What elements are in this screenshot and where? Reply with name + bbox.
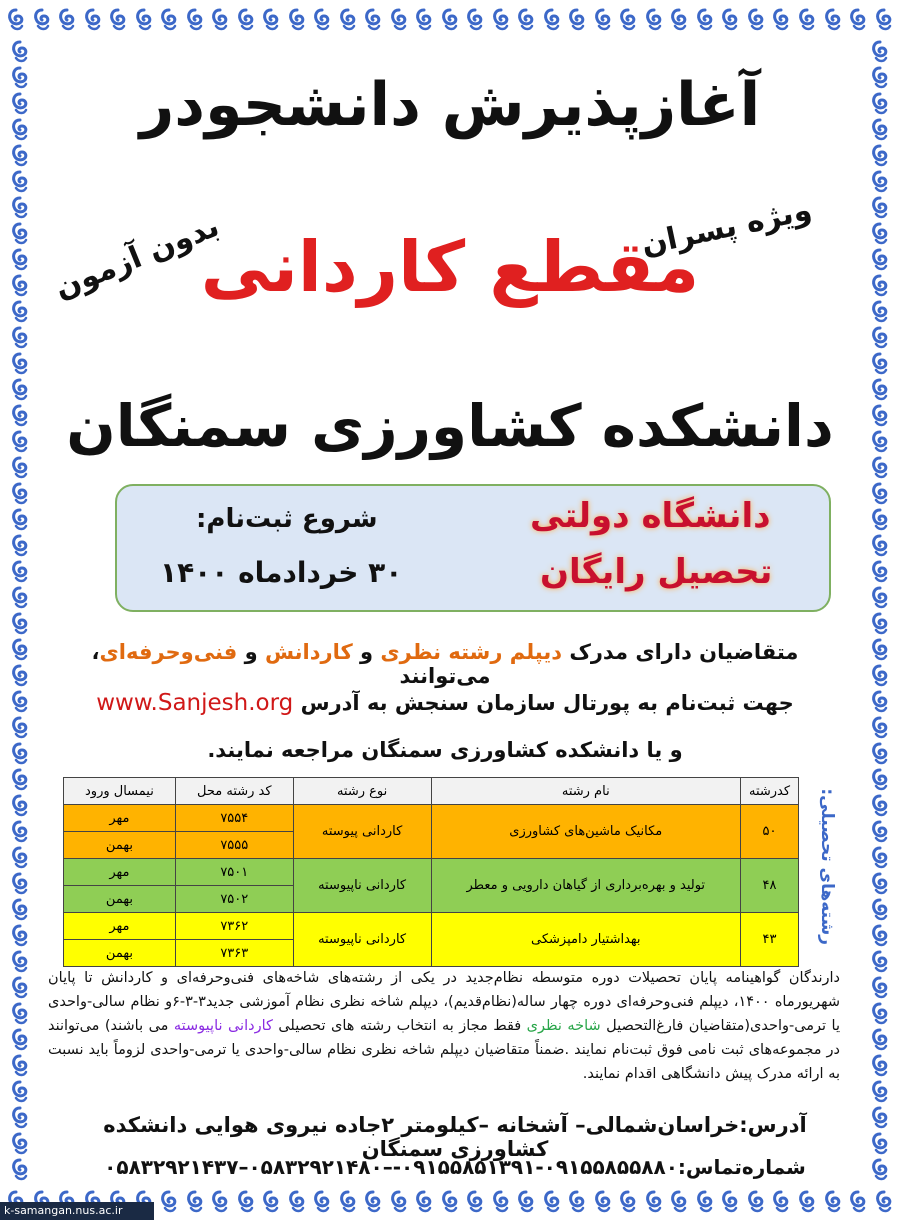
border-ornament-icon	[593, 1190, 613, 1214]
border-ornament-icon	[567, 8, 587, 32]
border-ornament-icon	[10, 586, 30, 610]
table-header	[64, 778, 799, 805]
border-ornament-icon	[644, 1190, 664, 1214]
border-ornament-icon	[10, 612, 30, 636]
border-ornament-icon	[870, 326, 890, 350]
boys-only-label: ویژه پسران	[638, 192, 815, 263]
border-ornament-icon	[516, 1190, 536, 1214]
border-ornament-icon	[542, 8, 562, 32]
border-ornament-icon	[10, 196, 30, 220]
border-ornament-icon	[870, 924, 890, 948]
border-ornament-icon	[10, 1132, 30, 1156]
portal-text: جهت ثبت‌نام به پورتال سازمان سنجش به آدرس www.Sanjesh.org	[96, 690, 794, 716]
headline-associate-degree: مقطع کاردانی	[200, 226, 700, 308]
border-ornament-icon	[10, 560, 30, 584]
border-ornament-icon	[10, 768, 30, 792]
border-ornament-icon	[10, 144, 30, 168]
border-ornament-icon	[618, 1190, 638, 1214]
border-ornament-icon	[720, 1190, 740, 1214]
border-ornament-icon	[10, 326, 30, 350]
free-tuition: تحصیل رایگان	[540, 552, 773, 592]
border-ornament-icon	[797, 8, 817, 32]
theory-branch: شاخه نظری	[526, 1018, 601, 1034]
border-ornament-icon	[83, 8, 103, 32]
border-ornament-icon	[870, 482, 890, 506]
majors-label: رشته‌های تحصیلی:	[817, 788, 837, 945]
border-ornament-icon	[236, 8, 256, 32]
border-ornament-icon	[870, 872, 890, 896]
border-ornament-icon	[870, 742, 890, 766]
border-ornament-icon	[159, 1190, 179, 1214]
border-ornament-icon	[516, 8, 536, 32]
border-ornament-icon	[414, 1190, 434, 1214]
border-ornament-icon	[491, 1190, 511, 1214]
government-university: دانشگاه دولتی	[530, 496, 771, 536]
border-ornament-icon	[870, 898, 890, 922]
border-ornament-icon	[10, 170, 30, 194]
border-ornament-icon	[10, 742, 30, 766]
border-ornament-icon	[10, 872, 30, 896]
border-ornament-icon	[870, 768, 890, 792]
border-ornament-icon	[6, 8, 26, 32]
border-ornament-icon	[870, 1106, 890, 1130]
website-url[interactable]: k-samangan.nus.ac.ir	[0, 1202, 154, 1220]
border-ornament-icon	[669, 8, 689, 32]
registration-start-label: شروع ثبت‌نام:	[196, 504, 378, 534]
border-ornament-icon	[870, 1132, 890, 1156]
border-ornament-icon	[695, 1190, 715, 1214]
border-ornament-icon	[108, 8, 128, 32]
border-ornament-icon	[185, 1190, 205, 1214]
border-ornament-icon	[695, 8, 715, 32]
border-ornament-icon	[134, 8, 154, 32]
table-row: ۵۰ مکانیک ماشین‌های کشاورزی کاردانی پیوسته ۷۵۵۴ مهر	[64, 805, 799, 832]
border-ornament-icon	[848, 8, 868, 32]
border-ornament-icon	[870, 40, 890, 64]
border-ornament-icon	[874, 8, 894, 32]
border-ornament-icon	[287, 1190, 307, 1214]
border-ornament-icon	[870, 1158, 890, 1182]
border-ornament-icon	[10, 820, 30, 844]
border-ornament-icon	[10, 508, 30, 532]
border-ornament-icon	[870, 170, 890, 194]
headline-registration: آغازپذیرش دانشجودر	[139, 70, 761, 140]
border-ornament-icon	[870, 508, 890, 532]
border-ornament-icon	[440, 8, 460, 32]
border-ornament-icon	[261, 1190, 281, 1214]
border-ornament-icon	[644, 8, 664, 32]
border-ornament-icon	[10, 638, 30, 662]
border-ornament-icon	[210, 1190, 230, 1214]
table-row: ۷۵۵۵ بهمن	[64, 832, 799, 859]
border-ornament-icon	[870, 820, 890, 844]
border-ornament-icon	[10, 1002, 30, 1026]
border-ornament-icon	[10, 534, 30, 558]
border-ornament-icon	[870, 716, 890, 740]
border-ornament-icon	[720, 8, 740, 32]
border-ornament-icon	[338, 8, 358, 32]
table-row: ۴۸ تولید و بهره‌برداری از گیاهان دارویی و معطر کاردانی ناپیوسته ۷۵۰۱ مهر	[64, 859, 799, 886]
border-ornament-icon	[10, 1106, 30, 1130]
border-ornament-icon	[870, 1028, 890, 1052]
border-ornament-icon	[363, 1190, 383, 1214]
border-ornament-icon	[870, 638, 890, 662]
border-ornament-icon	[10, 716, 30, 740]
majors-table	[63, 777, 799, 967]
border-ornament-icon	[312, 1190, 332, 1214]
border-ornament-icon	[10, 976, 30, 1000]
border-ornament-icon	[338, 1190, 358, 1214]
border-ornament-icon	[10, 846, 30, 870]
border-ornament-icon	[10, 898, 30, 922]
border-ornament-icon	[746, 1190, 766, 1214]
border-ornament-icon	[414, 8, 434, 32]
college-name: دانشکده کشاورزی سمنگان	[66, 392, 834, 460]
border-ornament-icon	[10, 794, 30, 818]
border-ornament-icon	[287, 8, 307, 32]
border-ornament-icon	[389, 8, 409, 32]
border-ornament-icon	[465, 8, 485, 32]
table-row: ۷۳۶۳ بهمن	[64, 940, 799, 967]
border-ornament-icon	[870, 846, 890, 870]
theory-diploma: دیپلم رشته نظری	[380, 640, 563, 664]
border-ornament-icon	[10, 950, 30, 974]
border-ornament-icon	[159, 8, 179, 32]
border-ornament-icon	[10, 1158, 30, 1182]
border-ornament-icon	[10, 482, 30, 506]
border-ornament-icon	[542, 1190, 562, 1214]
border-ornament-icon	[874, 1190, 894, 1214]
border-ornament-icon	[870, 144, 890, 168]
border-ornament-icon	[870, 690, 890, 714]
border-ornament-icon	[491, 8, 511, 32]
technical-vocational: فنی‌وحرفه‌ای	[99, 640, 238, 664]
border-ornament-icon	[870, 664, 890, 688]
border-ornament-icon	[870, 352, 890, 376]
border-ornament-icon	[261, 8, 281, 32]
table-row: ۴۳ بهداشتیار دامپزشکی کاردانی ناپیوسته ۷۳۶۲ مهر	[64, 913, 799, 940]
border-ornament-icon	[389, 1190, 409, 1214]
no-exam-label: بدون آزمون	[49, 208, 225, 307]
border-left	[0, 40, 40, 1182]
border-ornament-icon	[57, 8, 77, 32]
border-top	[0, 0, 900, 40]
border-ornament-icon	[567, 1190, 587, 1214]
border-ornament-icon	[870, 1054, 890, 1078]
header-type: نوع رشته	[293, 778, 431, 805]
border-ornament-icon	[870, 534, 890, 558]
border-ornament-icon	[618, 8, 638, 32]
border-ornament-icon	[363, 8, 383, 32]
border-ornament-icon	[870, 196, 890, 220]
refer-text: و یا دانشکده کشاورزی سمنگان مراجعه نمایند.	[207, 738, 683, 762]
border-ornament-icon	[185, 8, 205, 32]
border-ornament-icon	[32, 8, 52, 32]
border-ornament-icon	[746, 8, 766, 32]
border-ornament-icon	[771, 1190, 791, 1214]
header-name: نام رشته	[431, 778, 741, 805]
border-ornament-icon	[870, 1080, 890, 1104]
header-term: نیمسال ورود	[64, 778, 176, 805]
header-loc-code: کد رشته محل	[175, 778, 293, 805]
border-ornament-icon	[797, 1190, 817, 1214]
border-ornament-icon	[870, 560, 890, 584]
border-ornament-icon	[312, 8, 332, 32]
border-ornament-icon	[870, 1002, 890, 1026]
border-ornament-icon	[440, 1190, 460, 1214]
eligibility-text: متقاضیان دارای مدرک دیپلم رشته نظری و کاردانش و فنی‌وحرفه‌ای، می‌توانند	[91, 640, 799, 688]
border-ornament-icon	[10, 40, 30, 64]
border-right	[860, 40, 900, 1182]
border-ornament-icon	[870, 976, 890, 1000]
table-row: ۷۵۰۲ بهمن	[64, 886, 799, 913]
border-ornament-icon	[236, 1190, 256, 1214]
border-ornament-icon	[10, 690, 30, 714]
border-ornament-icon	[465, 1190, 485, 1214]
eligibility-note: دارندگان گواهینامه پایان تحصیلات دوره متوسطه نظام‌جدید در یکی از رشته‌های شاخه‌های فنی‌وحرفه‌ای و کاردانش تا پایان شهریورماه ۱۴۰۰، دیپلم فنی‌وحرفه‌ای دوره چهار ساله(نظام‌قدیم)، دیپلم شاخه نظری نظام آموزشی جدید۳-۳-۶و نظام سالی-واحدی یا ترمی-واحدی(متقاضیان فارغ‌التحصیل شاخه نظری فقط مجاز به انتخاب رشته های تحصیلی کاردانی ناپیوسته می باشند) می‌توانند در مجموعه‌های ثبت نامی فوق ثبت‌نام نمایند .ضمناً متقاضیان دیپلم شاخه نظری نظام سالی-واحدی یا ترمی-واحدی لزوماً باید نسبت به ارائه مدرک پیش دانشگاهی اقدام نمایند.	[48, 970, 840, 1082]
contact-numbers: شماره‌تماس:۰۹۱۵۵۸۵۵۸۸۰-۰۹۱۵۵۸۵۱۳۹۱-–۰۵۸۳۲۹۲۱۴۸۰–۰۵۸۳۲۹۲۱۴۳۷	[104, 1155, 806, 1179]
border-ornament-icon	[10, 924, 30, 948]
border-ornament-icon	[10, 1054, 30, 1078]
border-ornament-icon	[870, 794, 890, 818]
border-ornament-icon	[10, 1080, 30, 1104]
border-ornament-icon	[10, 352, 30, 376]
address: آدرس:خراسان‌شمالی– آشخانه –کیلومتر ۲جاده نیروی هوایی دانشکده کشاورزی سمنگان	[103, 1113, 807, 1161]
discontinuous-associate: کاردانی ناپیوسته	[173, 1018, 273, 1034]
border-ornament-icon	[870, 612, 890, 636]
border-ornament-icon	[870, 950, 890, 974]
border-ornament-icon	[10, 1028, 30, 1052]
border-ornament-icon	[669, 1190, 689, 1214]
border-ornament-icon	[870, 586, 890, 610]
sanjesh-link[interactable]: www.Sanjesh.org	[96, 690, 294, 716]
border-ornament-icon	[210, 8, 230, 32]
border-ornament-icon	[848, 1190, 868, 1214]
border-ornament-icon	[771, 8, 791, 32]
header-code: کدرشته	[741, 778, 799, 805]
border-ornament-icon	[593, 8, 613, 32]
registration-date: ۳۰ خردادماه ۱۴۰۰	[160, 556, 403, 589]
kardanesh: کاردانش	[264, 640, 353, 664]
border-ornament-icon	[10, 664, 30, 688]
border-ornament-icon	[823, 8, 843, 32]
border-ornament-icon	[823, 1190, 843, 1214]
